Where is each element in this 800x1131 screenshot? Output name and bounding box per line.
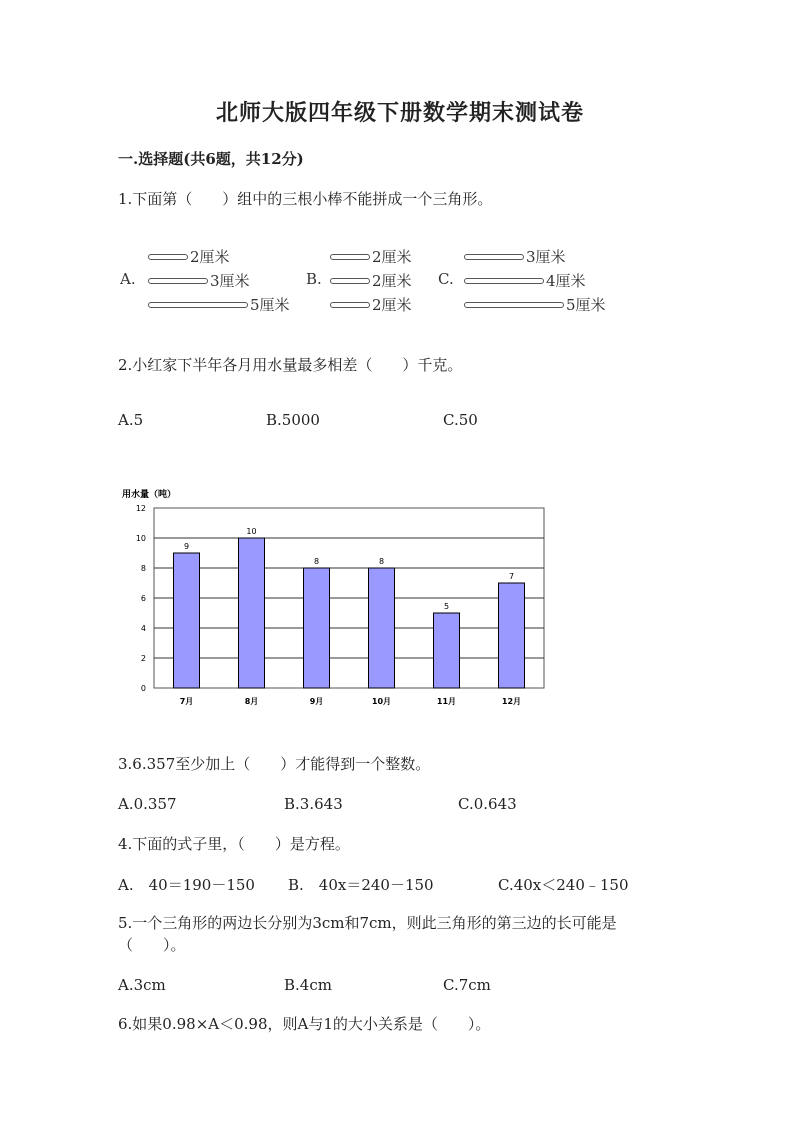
question-1: 1.下面第（ ）组中的三根小棒不能拼成一个三角形。 xyxy=(118,190,493,208)
stick-a2: 3厘米 xyxy=(148,270,250,291)
bar xyxy=(499,583,525,688)
q3-option-b: B.3.643 xyxy=(284,795,343,813)
question-6: 6.如果0.98×A＜0.98，则A与1的大小关系是（ ）。 xyxy=(118,1015,491,1033)
bar-value-label: 10 xyxy=(246,527,257,536)
q5-option-a: A.3cm xyxy=(118,976,166,994)
stick-b2: 2厘米 xyxy=(330,270,412,291)
y-tick-label: 8 xyxy=(140,564,146,573)
group-a-letter: A. xyxy=(120,270,136,288)
x-tick-label: 10月 xyxy=(371,697,392,706)
q4-option-a: A. 40＝190－150 xyxy=(118,876,255,894)
q5-option-c: C.7cm xyxy=(443,976,491,994)
y-tick-label: 12 xyxy=(135,504,146,513)
stick-a3: 5厘米 xyxy=(148,294,290,315)
bar-value-label: 8 xyxy=(378,557,385,566)
bar-value-label: 7 xyxy=(508,572,515,581)
q4-option-c: C.40x＜240﹣150 xyxy=(498,876,629,894)
y-tick-label: 0 xyxy=(140,684,146,693)
q2-option-b: B.5000 xyxy=(266,411,320,429)
q2-option-c: C.50 xyxy=(443,411,478,429)
x-tick-label: 7月 xyxy=(179,697,194,706)
water-usage-bar-chart xyxy=(118,484,558,714)
stick-b1: 2厘米 xyxy=(330,246,412,267)
page-title: 北师大版四年级下册数学期末测试卷 xyxy=(215,100,584,126)
group-c-letter: C. xyxy=(438,270,454,288)
question-5: 5.一个三角形的两边长分别为3cm和7cm，则此三角形的第三边的长可能是 xyxy=(118,914,617,932)
bar xyxy=(369,568,395,688)
stick-c3: 5厘米 xyxy=(464,294,606,315)
y-tick-label: 6 xyxy=(140,594,146,603)
q2-option-a: A.5 xyxy=(118,411,144,429)
x-tick-label: 9月 xyxy=(309,697,324,706)
stick-a1: 2厘米 xyxy=(148,246,230,267)
q5-option-b: B.4cm xyxy=(284,976,332,994)
y-tick-label: 2 xyxy=(140,654,146,663)
bar-value-label: 8 xyxy=(313,557,320,566)
stick-b3: 2厘米 xyxy=(330,294,412,315)
group-b-letter: B. xyxy=(306,270,322,288)
section-heading: 一.选择题(共6题，共12分) xyxy=(118,150,304,168)
question-5-cont: （ ）。 xyxy=(118,936,186,954)
y-tick-label: 10 xyxy=(135,534,146,543)
y-axis-title: 用水量（吨） xyxy=(122,490,177,500)
q3-option-c: C.0.643 xyxy=(458,795,517,813)
bar-value-label: 9 xyxy=(183,542,190,551)
x-tick-label: 11月 xyxy=(436,697,457,706)
question-3: 3.6.357至少加上（ ）才能得到一个整数。 xyxy=(118,755,431,773)
q3-option-a: A.0.357 xyxy=(118,795,177,813)
bar xyxy=(239,538,265,688)
q4-option-b: B. 40x＝240－150 xyxy=(288,876,434,894)
y-tick-label: 4 xyxy=(140,624,146,633)
bar-value-label: 5 xyxy=(443,602,450,611)
stick-c1: 3厘米 xyxy=(464,246,566,267)
question-2: 2.小红家下半年各月用水量最多相差（ ）千克。 xyxy=(118,356,463,374)
stick-c2: 4厘米 xyxy=(464,270,586,291)
x-tick-label: 8月 xyxy=(244,697,259,706)
bar xyxy=(174,553,200,688)
bar xyxy=(304,568,330,688)
question-4: 4.下面的式子里，（ ）是方程。 xyxy=(118,835,350,853)
x-tick-label: 12月 xyxy=(501,697,522,706)
bar xyxy=(434,613,460,688)
